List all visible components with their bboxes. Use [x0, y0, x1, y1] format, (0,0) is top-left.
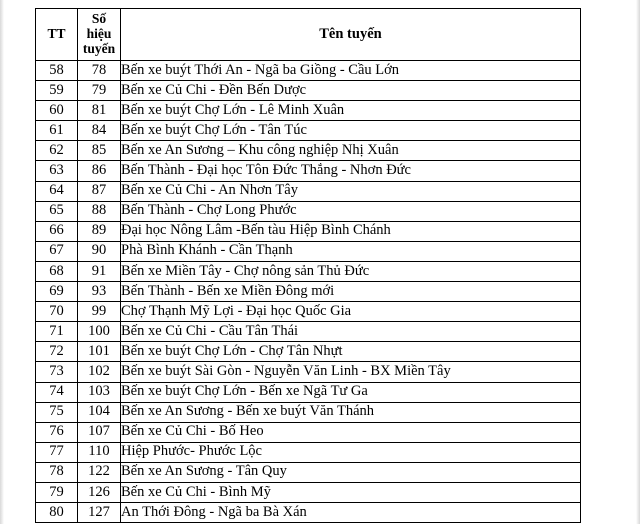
cell-route-name: Bến xe buýt Chợ Lớn - Lê Minh Xuân — [121, 101, 581, 121]
cell-route-name: Bến xe An Sương - Tân Quy — [121, 462, 581, 482]
table-row — [36, 282, 581, 302]
cell-tt: 63 — [36, 161, 78, 181]
cell-route-code: 101 — [78, 342, 121, 362]
cell-route-name: Bến xe buýt Thới An - Ngã ba Giồng - Cầu Lớn — [121, 61, 581, 81]
table-row — [36, 322, 581, 342]
cell-route-code: 103 — [78, 382, 121, 402]
cell-route-name: Bến xe Củ Chi - Cầu Tân Thái — [121, 322, 581, 342]
header-route-name: Tên tuyến — [121, 9, 581, 61]
cell-route-name: Bến xe buýt Chợ Lớn - Tân Túc — [121, 121, 581, 141]
cell-route-name: Bến xe Củ Chi - Đền Bến Dược — [121, 81, 581, 101]
bus-routes-table — [35, 8, 581, 523]
cell-tt: 58 — [36, 61, 78, 81]
cell-route-code: 81 — [78, 101, 121, 121]
cell-route-code: 93 — [78, 282, 121, 302]
cell-route-name: Bến xe Miền Tây - Chợ nông sản Thủ Đức — [121, 261, 581, 281]
header-route-code-line3: tuyến — [82, 40, 116, 56]
cell-tt: 66 — [36, 221, 78, 241]
table-row — [36, 302, 581, 322]
header-route-code-line1: Số — [91, 11, 107, 27]
table-body — [36, 61, 581, 523]
cell-route-name: Chợ Thạnh Mỹ Lợi - Đại học Quốc Gia — [121, 302, 581, 322]
cell-tt: 78 — [36, 462, 78, 482]
header-tt: TT — [36, 9, 78, 61]
cell-tt: 64 — [36, 181, 78, 201]
page-shadow-right — [636, 0, 640, 524]
cell-route-code: 86 — [78, 161, 121, 181]
cell-tt: 61 — [36, 121, 78, 141]
table-row — [36, 201, 581, 221]
cell-tt: 72 — [36, 342, 78, 362]
cell-tt: 68 — [36, 261, 78, 281]
cell-route-code: 90 — [78, 241, 121, 261]
cell-tt: 65 — [36, 201, 78, 221]
cell-tt: 77 — [36, 442, 78, 462]
cell-tt: 73 — [36, 362, 78, 382]
cell-route-name: Bến xe An Sương - Bến xe buýt Văn Thánh — [121, 402, 581, 422]
cell-tt: 79 — [36, 482, 78, 502]
cell-tt: 70 — [36, 302, 78, 322]
table-row — [36, 101, 581, 121]
table-row — [36, 362, 581, 382]
cell-tt: 67 — [36, 241, 78, 261]
table-row — [36, 221, 581, 241]
table-row — [36, 61, 581, 81]
cell-route-name: Phà Bình Khánh - Cần Thạnh — [121, 241, 581, 261]
cell-route-code: 79 — [78, 81, 121, 101]
table-row — [36, 121, 581, 141]
cell-route-name: Bến xe buýt Sài Gòn - Nguyễn Văn Linh - BX Miền Tây — [121, 362, 581, 382]
cell-route-name: Bến xe An Sương – Khu công nghiệp Nhị Xuân — [121, 141, 581, 161]
table-row — [36, 402, 581, 422]
cell-route-name: Bến Thành - Chợ Long Phước — [121, 201, 581, 221]
header-route-code-line2: hiệu — [86, 26, 112, 42]
cell-tt: 75 — [36, 402, 78, 422]
cell-route-code: 84 — [78, 121, 121, 141]
cell-route-code: 89 — [78, 221, 121, 241]
cell-route-code: 85 — [78, 141, 121, 161]
cell-tt: 76 — [36, 422, 78, 442]
table-header-row — [36, 9, 581, 61]
cell-route-name: Hiệp Phước- Phước Lộc — [121, 442, 581, 462]
cell-route-name: An Thới Đông - Ngã ba Bà Xán — [121, 503, 581, 523]
cell-route-code: 91 — [78, 261, 121, 281]
cell-tt: 62 — [36, 141, 78, 161]
cell-route-name: Bến xe buýt Chợ Lớn - Chợ Tân Nhựt — [121, 342, 581, 362]
cell-tt: 59 — [36, 81, 78, 101]
cell-route-code: 102 — [78, 362, 121, 382]
cell-route-code: 87 — [78, 181, 121, 201]
table-row — [36, 442, 581, 462]
cell-route-name: Bến xe Củ Chi - An Nhơn Tây — [121, 181, 581, 201]
cell-route-code: 110 — [78, 442, 121, 462]
cell-route-name: Bến Thành - Bến xe Miền Đông mới — [121, 282, 581, 302]
cell-route-name: Bến xe buýt Chợ Lớn - Bến xe Ngã Tư Ga — [121, 382, 581, 402]
table-row — [36, 342, 581, 362]
header-route-code — [78, 9, 121, 61]
table-row — [36, 462, 581, 482]
table-row — [36, 241, 581, 261]
cell-route-code: 88 — [78, 201, 121, 221]
table-row — [36, 382, 581, 402]
cell-route-code: 104 — [78, 402, 121, 422]
cell-route-name: Bến xe Củ Chi - Bình Mỹ — [121, 482, 581, 502]
cell-route-code: 99 — [78, 302, 121, 322]
table-row — [36, 141, 581, 161]
cell-route-code: 122 — [78, 462, 121, 482]
table-row — [36, 161, 581, 181]
cell-tt: 80 — [36, 503, 78, 523]
cell-route-name: Đại học Nông Lâm -Bến tàu Hiệp Bình Chánh — [121, 221, 581, 241]
cell-route-code: 100 — [78, 322, 121, 342]
table-row — [36, 261, 581, 281]
table-row — [36, 422, 581, 442]
cell-route-code: 107 — [78, 422, 121, 442]
table-row — [36, 503, 581, 523]
table-row — [36, 482, 581, 502]
cell-tt: 69 — [36, 282, 78, 302]
cell-route-name: Bến Thành - Đại học Tôn Đức Thắng - Nhơn Đức — [121, 161, 581, 181]
cell-route-code: 127 — [78, 503, 121, 523]
page-shadow-left — [0, 0, 4, 524]
cell-tt: 71 — [36, 322, 78, 342]
cell-route-code: 78 — [78, 61, 121, 81]
cell-tt: 74 — [36, 382, 78, 402]
cell-route-code: 126 — [78, 482, 121, 502]
table-row — [36, 181, 581, 201]
table-row — [36, 81, 581, 101]
cell-tt: 60 — [36, 101, 78, 121]
cell-route-name: Bến xe Củ Chi - Bố Heo — [121, 422, 581, 442]
